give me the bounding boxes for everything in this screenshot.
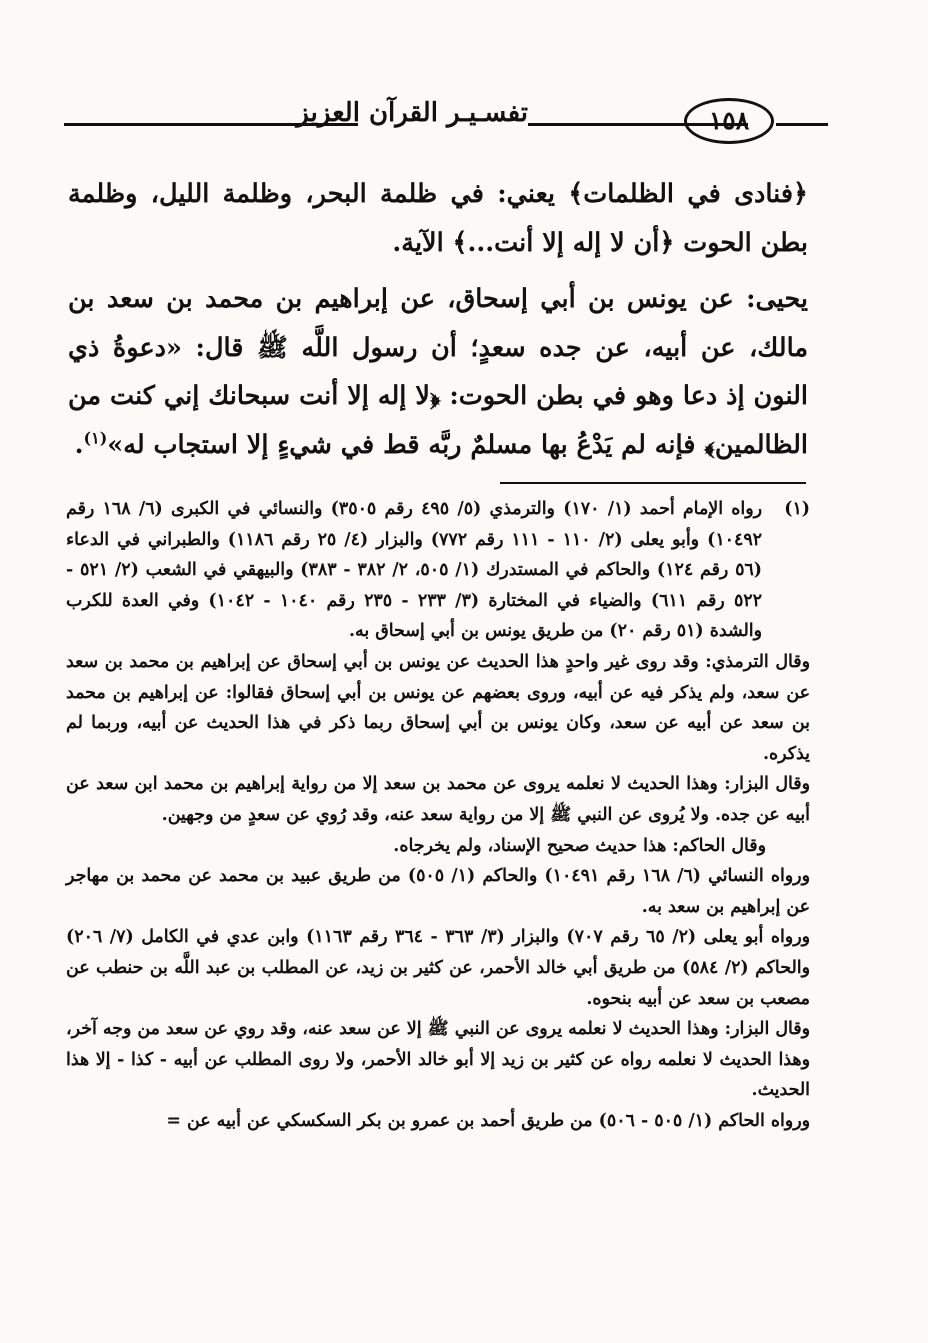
footnote-separator bbox=[500, 482, 806, 484]
footnote-paragraph: ورواه أبو يعلى (٢/ ٦٥ رقم ٧٠٧) والبزار (٣/ ٣٦٣ - ٣٦٤ رقم ١١٦٣) وابن عدي في الكامل (٧/ ٢٠٦) والحاكم (٢/ ٥٨٤) من طريق أبي خالد الأحمر، عن كثير بن زيد، عن المطلب بن عبد اللَّه بن حنطب عن مصعب بن سعد عن أبيه بنحوه. bbox=[66, 927, 810, 1009]
footnote-1 bbox=[66, 494, 810, 647]
footnote-paragraph: وقال الترمذي: وقد روى غير واحدٍ هذا الحديث عن يونس بن أبي إسحاق عن إبراهيم بن محمد بن سعد عن سعد، ولم يذكر فيه عن أبيه، وروى بعضهم عن يونس بن أبي إسحاق فقالوا: عن إبراهيم بن محمد بن سعد عن أبيه عن سعد، وكان يونس بن أبي إسحاق ربما ذكر في هذا الحديث عن أبيه، وربما لم يذكره. bbox=[66, 651, 810, 764]
footnote-number: (١) bbox=[784, 499, 811, 519]
footnote-paragraph: ورواه النسائي (٦/ ١٦٨ رقم ١٠٤٩١) والحاكم (١/ ٥٠٥) من طريق عبيد بن محمد عن محمد بن مهاجر عن إبراهيم بن سعد به. bbox=[66, 866, 810, 917]
page-number: ١٥٨ bbox=[684, 98, 774, 144]
footnote-paragraph: وقال الحاكم: هذا حديث صحيح الإسناد، ولم يخرجاه. bbox=[393, 835, 766, 856]
header-rule-right bbox=[776, 123, 828, 126]
main-text bbox=[68, 170, 808, 469]
footnote-text: رواه الإمام أحمد (١/ ١٧٠) والترمذي (٥/ ٤٩٥ رقم ٣٥٠٥) والنسائي في الكبرى (٦/ ١٦٨ رقم ١٠٤٩٢) وأبو يعلى (٢/ ١١٠ - ١١١ رقم ٧٧٢) والبزار (٤/ ٢٥ رقم ١١٨٦) والطبراني في الدعاء (٥٦ رقم ١٢٤) والحاكم في المستدرك (١/ ٥٠٥، ٢/ ٣٨٢ - ٣٨٣) والبيهقي في الشعب (٢/ ٥٢١ - ٥٢٢ رقم ٦١١) والضياء في المختارة (٣/ ٢٣٣ - ٢٣٥ رقم ١٠٤٠ - ١٠٤٢) وفي العدة للكرب والشدة (٥١ رقم ٢٠) من طريق يونس بن أبي إسحاق به. bbox=[66, 499, 763, 642]
running-header bbox=[62, 92, 828, 152]
paragraph-hadith bbox=[68, 275, 808, 469]
hadith-text: يحيى: عن يونس بن أبي إسحاق، عن إبراهيم بن محمد بن سعد بن مالك، عن أبيه، عن جده سعدٍ؛ أن رسول اللَّه ﷺ قال: «دعوةُ ذي النون إذ دعا وهو في بطن الحوت: ﴿لا إله إلا أنت سبحانك إني كنت من الظالمين﴾ فإنه لم يَدْعُ بها مسلمٌ ربَّه قط في شيءٍ إلا استجاب له» bbox=[68, 284, 808, 460]
footnote-paragraph: وقال البزار: وهذا الحديث لا نعلمه يروى عن محمد بن سعد إلا من رواية إبراهيم بن محمد ابن سعد عن أبيه عن جده. ولا يُروى عن النبي ﷺ إلا من رواية سعد عنه، وقد رُوي عن سعدٍ من وجهين. bbox=[66, 774, 810, 825]
footnote-paragraph: وقال البزار: وهذا الحديث لا نعلمه يروى عن النبي ﷺ إلا عن سعد عنه، وقد روي عن سعد من وجه آخر، وهذا الحديث لا نعلمه رواه عن كثير بن زيد إلا أبو خالد الأحمر، ولا روى المطلب عن أبيه - كذا - إلا هذا الحديث. bbox=[66, 1019, 810, 1101]
end-mark: . bbox=[74, 429, 84, 460]
footnotes bbox=[66, 494, 810, 1136]
running-title: تفسـيـر القرآن العزيز bbox=[296, 98, 528, 128]
footnote-paragraph: ورواه الحاكم (١/ ٥٠٥ - ٥٠٦) من طريق أحمد بن عمرو بن بكر السكسكي عن أبيه عن = bbox=[166, 1110, 810, 1131]
footnote-reference: (١) bbox=[83, 428, 108, 447]
paragraph-verse-commentary: ﴿فنادى في الظلمات﴾ يعني: في ظلمة البحر، وظلمة الليل، وظلمة بطن الحوت ﴿أن لا إله إلا أنت...﴾ الآية. bbox=[68, 179, 808, 258]
